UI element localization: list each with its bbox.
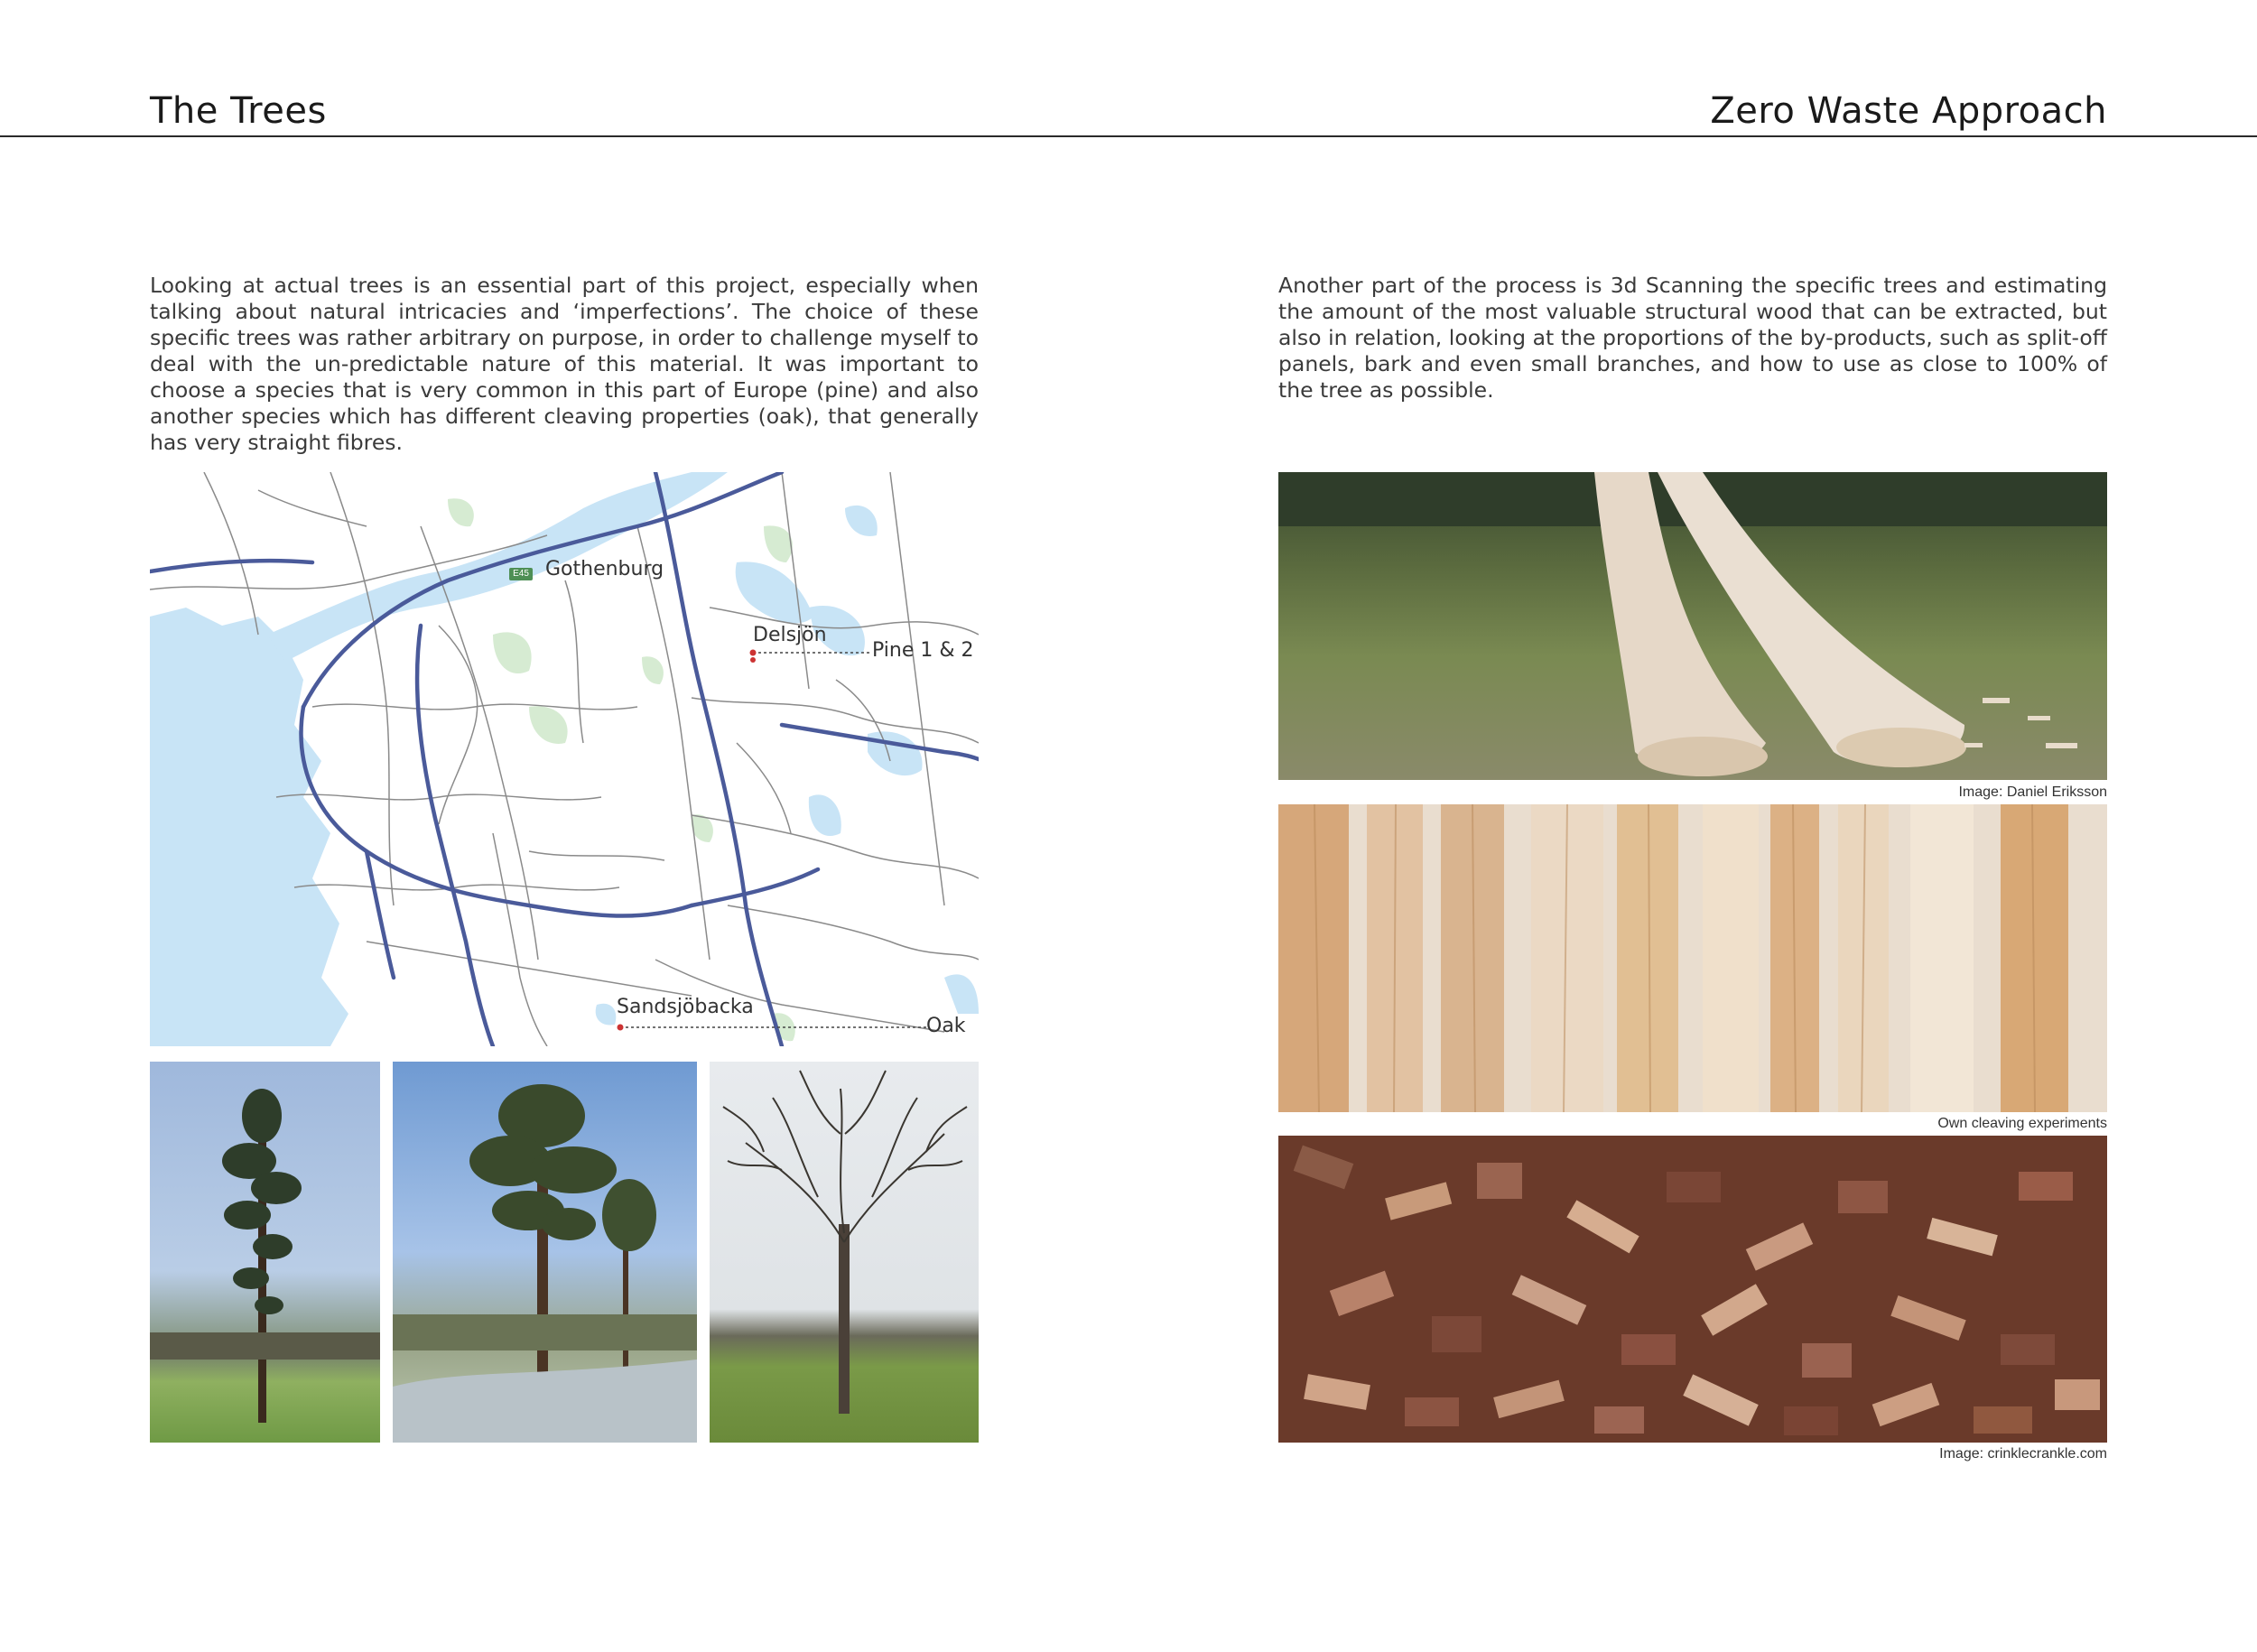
site-label-sandsjobacka: Sandsjöbacka [617,996,754,1018]
pine-2-photo [393,1062,697,1443]
log-1-end [1638,737,1768,776]
lake-6 [596,1004,617,1026]
logs-photo-caption: Image: Daniel Eriksson [1958,784,2107,800]
bark-photo [1278,1136,2107,1443]
lake-4 [809,794,841,836]
right-page-title: Zero Waste Approach [1710,90,2107,132]
wood-chips [1964,698,2077,748]
park-6 [448,498,474,526]
city-label-gothenburg: Gothenburg [545,558,664,580]
oak-branches [723,1071,967,1242]
bark-photo-caption: Image: crinklecrankle.com [1939,1446,2107,1462]
log-2-end [1836,728,1966,767]
lake-5 [944,974,979,1014]
oak-trunk [839,1224,850,1414]
pine-1-photo [150,1062,380,1443]
side-pine-canopy [602,1179,656,1251]
lake-1 [736,561,813,623]
lake-7 [845,506,878,536]
forest-edge [393,1314,697,1350]
lake-3 [868,731,923,775]
pine-marker-2 [750,657,756,663]
bark-chips [1294,1146,2100,1435]
cleaving-photo [1278,804,2107,1112]
oak-marker [618,1025,624,1031]
tree-label-pine: Pine 1 & 2 [872,639,974,662]
gravel-path [393,1360,697,1443]
pine-marker [750,650,757,656]
location-map [150,472,979,1046]
park-3 [764,525,793,562]
site-label-delsjon: Delsjön [753,624,827,646]
header-rule [0,135,2257,137]
logs-photo [1278,472,2107,780]
cleaving-photo-caption: Own cleaving experiments [1937,1116,2107,1131]
right-body-text: Another part of the process is 3d Scanning the specific trees and estimating the amount of the most valuable structural wood that can be extracted, but also in relation, looking at the proportions of the by-products, such as split-off panels, bark and even small branches, and how to use as close to 100% of the tree as possible. [1278,273,2107,403]
e45-badge-text: E45 [513,569,529,579]
oak-photo [710,1062,979,1443]
left-page-title: The Trees [150,90,327,132]
tree-label-oak: Oak [926,1015,966,1037]
sea-area [150,608,348,1046]
park-4 [642,656,664,684]
pine-2-canopy [469,1084,617,1240]
left-body-text: Looking at actual trees is an essential part of this project, especially when talking about natural intricacies and ‘imperfections’. The choice of these specific trees was rather arbitrary on purpose, in order to challenge myself to deal with the un-predictable nature of this material. It was important to choose a species that is very common in this part of Europe (pine) and also another species which has different cleaving properties (oak), that generally has very straight fibres. [150,273,979,455]
cleaved-wood-pieces [1278,804,2068,1112]
park-2 [529,706,568,744]
park-1 [493,632,532,673]
pine-1-background-trees [150,1332,380,1360]
